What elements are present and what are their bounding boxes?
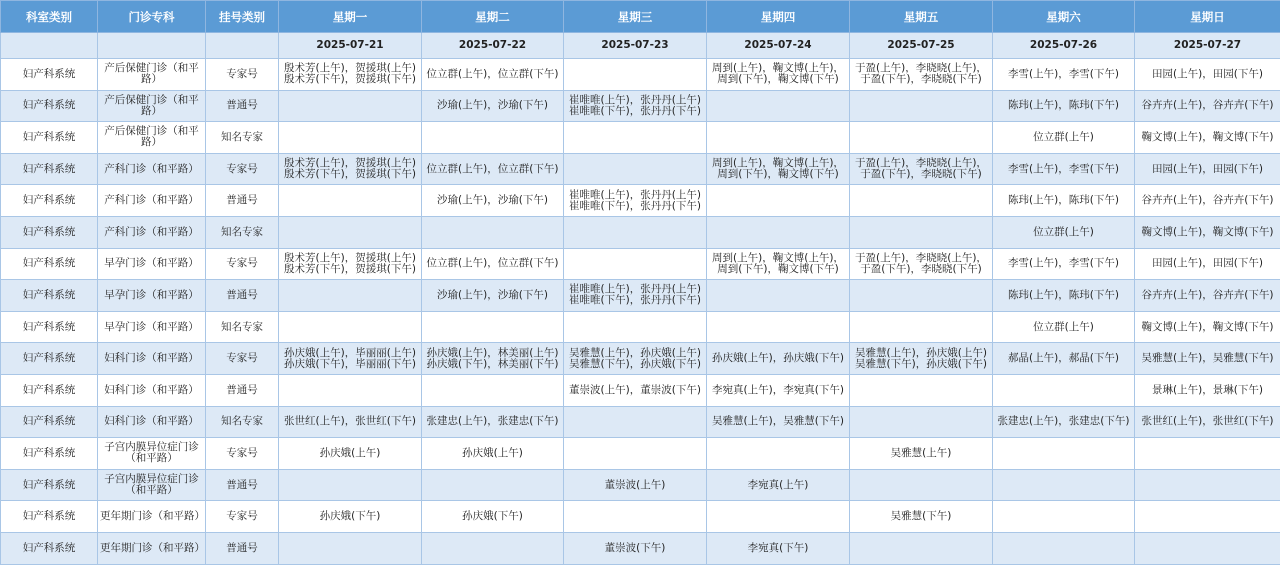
cell-thursday: 李宛真(上午)，李宛真(下午) xyxy=(707,374,850,406)
cell-dept-category: 妇产科系统 xyxy=(1,438,98,470)
cell-sunday: 张世红(上午)，张世红(下午) xyxy=(1135,406,1280,438)
cell-saturday: 陈玮(上午)，陈玮(下午) xyxy=(993,185,1135,217)
cell-dept-category: 妇产科系统 xyxy=(1,59,98,91)
header-tuesday: 星期二 xyxy=(422,1,564,33)
cell-monday: 张世红(上午)，张世红(下午) xyxy=(279,406,422,438)
cell-wednesday xyxy=(564,216,707,248)
cell-dept-category: 妇产科系统 xyxy=(1,343,98,375)
cell-wednesday xyxy=(564,153,707,185)
cell-registration-type: 普通号 xyxy=(206,374,279,406)
cell-sunday: 鞠文博(上午)，鞠文博(下午) xyxy=(1135,122,1280,154)
cell-registration-type: 普通号 xyxy=(206,532,279,564)
cell-monday: 孙庆娥(上午) xyxy=(279,438,422,470)
header-monday: 星期一 xyxy=(279,1,422,33)
cell-registration-type: 知名专家 xyxy=(206,311,279,343)
cell-sunday xyxy=(1135,469,1280,501)
table-row xyxy=(1,374,1280,406)
cell-clinic: 产科门诊（和平路） xyxy=(98,216,206,248)
cell-monday xyxy=(279,216,422,248)
cell-registration-type: 普通号 xyxy=(206,185,279,217)
cell-dept-category: 妇产科系统 xyxy=(1,248,98,280)
cell-registration-type: 专家号 xyxy=(206,248,279,280)
cell-clinic: 妇科门诊（和平路） xyxy=(98,374,206,406)
cell-monday xyxy=(279,122,422,154)
cell-tuesday xyxy=(422,469,564,501)
cell-sunday xyxy=(1135,532,1280,564)
cell-thursday: 周到(上午)，鞠文博(上午)， 周到(下午)，鞠文博(下午) xyxy=(707,153,850,185)
cell-thursday xyxy=(707,501,850,533)
cell-clinic: 妇科门诊（和平路） xyxy=(98,406,206,438)
cell-thursday: 李宛真(上午) xyxy=(707,469,850,501)
header-dept-category: 科室类别 xyxy=(1,1,98,33)
date-cell: 2025-07-21 xyxy=(279,33,422,59)
cell-clinic: 早孕门诊（和平路） xyxy=(98,311,206,343)
cell-thursday xyxy=(707,122,850,154)
cell-dept-category: 妇产科系统 xyxy=(1,406,98,438)
cell-sunday: 田园(上午)，田园(下午) xyxy=(1135,248,1280,280)
cell-registration-type: 知名专家 xyxy=(206,406,279,438)
cell-saturday xyxy=(993,501,1135,533)
cell-clinic: 子宫内膜异位症门诊（和平路） xyxy=(98,469,206,501)
cell-sunday: 鞠文博(上午)，鞠文博(下午) xyxy=(1135,311,1280,343)
cell-monday: 殷术芳(上午)，贺援琪(上午) 殷术芳(下午)，贺援琪(下午) xyxy=(279,248,422,280)
table-row xyxy=(1,216,1280,248)
cell-tuesday: 位立群(上午)，位立群(下午) xyxy=(422,59,564,91)
cell-sunday: 谷卉卉(上午)，谷卉卉(下午) xyxy=(1135,185,1280,217)
cell-registration-type: 普通号 xyxy=(206,90,279,122)
cell-thursday xyxy=(707,216,850,248)
cell-tuesday xyxy=(422,311,564,343)
cell-clinic: 子宫内膜异位症门诊（和平路） xyxy=(98,438,206,470)
cell-dept-category: 妇产科系统 xyxy=(1,501,98,533)
cell-registration-type: 知名专家 xyxy=(206,122,279,154)
cell-tuesday xyxy=(422,216,564,248)
table-row xyxy=(1,90,1280,122)
date-cell xyxy=(98,33,206,59)
date-cell: 2025-07-24 xyxy=(707,33,850,59)
cell-monday: 殷术芳(上午)，贺援琪(上午) 殷术芳(下午)，贺援琪(下午) xyxy=(279,153,422,185)
cell-dept-category: 妇产科系统 xyxy=(1,280,98,312)
cell-friday xyxy=(850,90,993,122)
cell-monday xyxy=(279,311,422,343)
cell-tuesday xyxy=(422,122,564,154)
cell-dept-category: 妇产科系统 xyxy=(1,153,98,185)
cell-clinic: 产后保健门诊（和平路） xyxy=(98,90,206,122)
cell-dept-category: 妇产科系统 xyxy=(1,374,98,406)
cell-clinic: 产后保健门诊（和平路） xyxy=(98,122,206,154)
cell-dept-category: 妇产科系统 xyxy=(1,311,98,343)
cell-saturday: 陈玮(上午)，陈玮(下午) xyxy=(993,90,1135,122)
table-row xyxy=(1,343,1280,375)
date-cell xyxy=(1,33,98,59)
cell-monday: 殷术芳(上午)，贺援琪(上午) 殷术芳(下午)，贺援琪(下午) xyxy=(279,59,422,91)
cell-tuesday: 沙瑜(上午)，沙瑜(下午) xyxy=(422,185,564,217)
cell-clinic: 更年期门诊（和平路） xyxy=(98,501,206,533)
cell-saturday: 李雪(上午)，李雪(下午) xyxy=(993,59,1135,91)
cell-monday: 孙庆娥(下午) xyxy=(279,501,422,533)
cell-wednesday: 吴雅慧(上午)，孙庆娥(上午) 吴雅慧(下午)，孙庆娥(下午) xyxy=(564,343,707,375)
header-saturday: 星期六 xyxy=(993,1,1135,33)
table-row xyxy=(1,280,1280,312)
cell-tuesday xyxy=(422,374,564,406)
cell-monday xyxy=(279,374,422,406)
table-row xyxy=(1,311,1280,343)
cell-tuesday: 张建忠(上午)，张建忠(下午) xyxy=(422,406,564,438)
cell-thursday xyxy=(707,311,850,343)
cell-thursday: 孙庆娥(上午)，孙庆娥(下午) xyxy=(707,343,850,375)
cell-tuesday xyxy=(422,532,564,564)
cell-friday: 吴雅慧(上午) xyxy=(850,438,993,470)
date-row xyxy=(1,33,1280,59)
cell-wednesday xyxy=(564,501,707,533)
cell-sunday: 谷卉卉(上午)，谷卉卉(下午) xyxy=(1135,90,1280,122)
date-cell: 2025-07-26 xyxy=(993,33,1135,59)
cell-saturday: 李雪(上午)，李雪(下午) xyxy=(993,153,1135,185)
table-row xyxy=(1,438,1280,470)
cell-thursday xyxy=(707,185,850,217)
cell-registration-type: 专家号 xyxy=(206,153,279,185)
cell-thursday: 周到(上午)，鞠文博(上午)， 周到(下午)，鞠文博(下午) xyxy=(707,59,850,91)
cell-sunday xyxy=(1135,438,1280,470)
cell-dept-category: 妇产科系统 xyxy=(1,90,98,122)
cell-thursday xyxy=(707,438,850,470)
cell-friday: 吴雅慧(上午)，孙庆娥(上午) 吴雅慧(下午)，孙庆娥(下午) xyxy=(850,343,993,375)
cell-monday xyxy=(279,532,422,564)
cell-sunday: 鞠文博(上午)，鞠文博(下午) xyxy=(1135,216,1280,248)
header-sunday: 星期日 xyxy=(1135,1,1280,33)
cell-wednesday: 董崇波(上午)，董崇波(下午) xyxy=(564,374,707,406)
table-row xyxy=(1,406,1280,438)
cell-saturday: 位立群(上午) xyxy=(993,216,1135,248)
date-cell: 2025-07-25 xyxy=(850,33,993,59)
table-row xyxy=(1,59,1280,91)
date-cell: 2025-07-23 xyxy=(564,33,707,59)
table-row xyxy=(1,248,1280,280)
cell-monday xyxy=(279,280,422,312)
cell-friday xyxy=(850,185,993,217)
cell-wednesday: 董崇波(下午) xyxy=(564,532,707,564)
cell-wednesday: 崔唯唯(上午)，张丹丹(上午) 崔唯唯(下午)，张丹丹(下午) xyxy=(564,185,707,217)
cell-thursday xyxy=(707,280,850,312)
cell-clinic: 更年期门诊（和平路） xyxy=(98,532,206,564)
cell-tuesday: 孙庆娥(上午)，林美丽(上午) 孙庆娥(下午)，林美丽(下午) xyxy=(422,343,564,375)
cell-friday: 吴雅慧(下午) xyxy=(850,501,993,533)
header-friday: 星期五 xyxy=(850,1,993,33)
cell-wednesday xyxy=(564,248,707,280)
cell-saturday xyxy=(993,438,1135,470)
cell-wednesday xyxy=(564,59,707,91)
cell-thursday: 周到(上午)，鞠文博(上午)， 周到(下午)，鞠文博(下午) xyxy=(707,248,850,280)
cell-clinic: 妇科门诊（和平路） xyxy=(98,343,206,375)
header-wednesday: 星期三 xyxy=(564,1,707,33)
cell-registration-type: 普通号 xyxy=(206,469,279,501)
cell-thursday: 李宛真(下午) xyxy=(707,532,850,564)
cell-registration-type: 专家号 xyxy=(206,343,279,375)
header-row xyxy=(1,1,1280,33)
cell-friday xyxy=(850,532,993,564)
cell-registration-type: 专家号 xyxy=(206,438,279,470)
cell-monday xyxy=(279,185,422,217)
cell-monday xyxy=(279,469,422,501)
cell-friday xyxy=(850,311,993,343)
cell-tuesday: 孙庆娥(上午) xyxy=(422,438,564,470)
table-row xyxy=(1,532,1280,564)
cell-sunday: 吴雅慧(上午)，吴雅慧(下午) xyxy=(1135,343,1280,375)
table-row xyxy=(1,469,1280,501)
cell-thursday xyxy=(707,90,850,122)
cell-friday xyxy=(850,122,993,154)
cell-wednesday: 崔唯唯(上午)，张丹丹(上午) 崔唯唯(下午)，张丹丹(下午) xyxy=(564,280,707,312)
cell-saturday: 位立群(上午) xyxy=(993,122,1135,154)
cell-clinic: 早孕门诊（和平路） xyxy=(98,280,206,312)
cell-sunday: 田园(上午)，田园(下午) xyxy=(1135,59,1280,91)
cell-friday: 于盈(上午)，李晓晓(上午)， 于盈(下午)，李晓晓(下午) xyxy=(850,153,993,185)
cell-friday xyxy=(850,280,993,312)
table-row xyxy=(1,501,1280,533)
cell-tuesday: 位立群(上午)，位立群(下午) xyxy=(422,153,564,185)
cell-friday xyxy=(850,469,993,501)
cell-saturday xyxy=(993,374,1135,406)
cell-sunday: 景琳(上午)，景琳(下午) xyxy=(1135,374,1280,406)
cell-wednesday: 崔唯唯(上午)，张丹丹(上午) 崔唯唯(下午)，张丹丹(下午) xyxy=(564,90,707,122)
cell-saturday: 李雪(上午)，李雪(下午) xyxy=(993,248,1135,280)
cell-saturday: 郝晶(上午)，郝晶(下午) xyxy=(993,343,1135,375)
header-thursday: 星期四 xyxy=(707,1,850,33)
cell-friday xyxy=(850,406,993,438)
cell-wednesday: 董崇波(上午) xyxy=(564,469,707,501)
cell-tuesday: 沙瑜(上午)，沙瑜(下午) xyxy=(422,280,564,312)
table-row xyxy=(1,153,1280,185)
cell-sunday: 谷卉卉(上午)，谷卉卉(下午) xyxy=(1135,280,1280,312)
header-clinic: 门诊专科 xyxy=(98,1,206,33)
cell-friday: 于盈(上午)，李晓晓(上午)， 于盈(下午)，李晓晓(下午) xyxy=(850,248,993,280)
cell-wednesday xyxy=(564,438,707,470)
cell-clinic: 产科门诊（和平路） xyxy=(98,153,206,185)
cell-dept-category: 妇产科系统 xyxy=(1,216,98,248)
table-row xyxy=(1,122,1280,154)
cell-monday: 孙庆娥(上午)，毕丽丽(上午) 孙庆娥(下午)，毕丽丽(下午) xyxy=(279,343,422,375)
cell-registration-type: 专家号 xyxy=(206,59,279,91)
cell-saturday: 位立群(上午) xyxy=(993,311,1135,343)
cell-dept-category: 妇产科系统 xyxy=(1,532,98,564)
cell-tuesday: 位立群(上午)，位立群(下午) xyxy=(422,248,564,280)
date-cell: 2025-07-27 xyxy=(1135,33,1280,59)
cell-tuesday: 孙庆娥(下午) xyxy=(422,501,564,533)
cell-wednesday xyxy=(564,406,707,438)
cell-friday xyxy=(850,374,993,406)
cell-dept-category: 妇产科系统 xyxy=(1,469,98,501)
cell-saturday xyxy=(993,532,1135,564)
cell-wednesday xyxy=(564,311,707,343)
cell-sunday xyxy=(1135,501,1280,533)
date-cell: 2025-07-22 xyxy=(422,33,564,59)
cell-monday xyxy=(279,90,422,122)
cell-clinic: 产后保健门诊（和平路） xyxy=(98,59,206,91)
cell-registration-type: 普通号 xyxy=(206,280,279,312)
cell-tuesday: 沙瑜(上午)，沙瑜(下午) xyxy=(422,90,564,122)
header-registration-type: 挂号类别 xyxy=(206,1,279,33)
cell-saturday: 陈玮(上午)，陈玮(下午) xyxy=(993,280,1135,312)
cell-saturday: 张建忠(上午)，张建忠(下午) xyxy=(993,406,1135,438)
cell-clinic: 早孕门诊（和平路） xyxy=(98,248,206,280)
cell-registration-type: 知名专家 xyxy=(206,216,279,248)
cell-dept-category: 妇产科系统 xyxy=(1,122,98,154)
cell-friday xyxy=(850,216,993,248)
date-cell xyxy=(206,33,279,59)
cell-saturday xyxy=(993,469,1135,501)
table-row xyxy=(1,185,1280,217)
cell-sunday: 田园(上午)，田园(下午) xyxy=(1135,153,1280,185)
cell-thursday: 吴雅慧(上午)，吴雅慧(下午) xyxy=(707,406,850,438)
cell-dept-category: 妇产科系统 xyxy=(1,185,98,217)
cell-clinic: 产科门诊（和平路） xyxy=(98,185,206,217)
cell-wednesday xyxy=(564,122,707,154)
cell-friday: 于盈(上午)，李晓晓(上午)， 于盈(下午)，李晓晓(下午) xyxy=(850,59,993,91)
cell-registration-type: 专家号 xyxy=(206,501,279,533)
